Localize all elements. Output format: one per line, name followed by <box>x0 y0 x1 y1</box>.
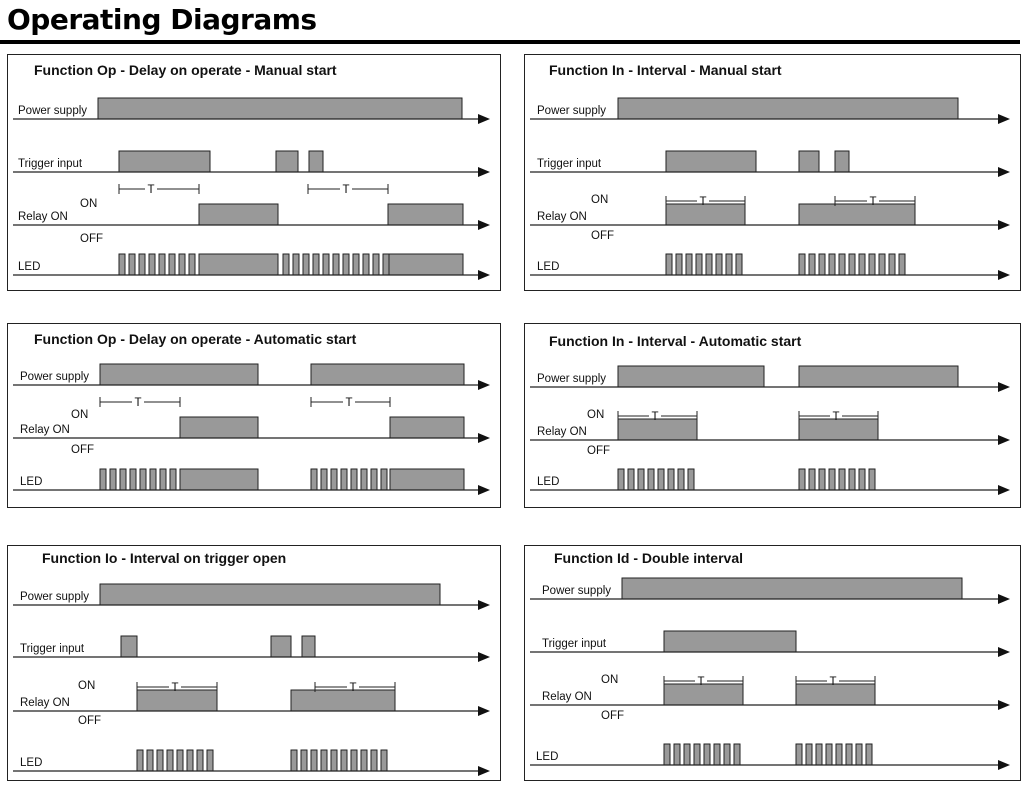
led-blink-pulse <box>668 469 674 490</box>
led-blink-pulse <box>207 750 213 771</box>
signal-row-relay-on <box>13 397 490 456</box>
on-label: ON <box>80 198 98 210</box>
led-blink-pulse <box>293 254 299 275</box>
signal-label: Power supply <box>20 371 90 383</box>
signal-row-relay-on <box>13 184 490 245</box>
signal-high-segment <box>664 631 796 652</box>
interval-t-label: T <box>134 397 142 409</box>
signal-row-power-supply <box>530 366 1010 392</box>
led-blink-pulse <box>726 254 732 275</box>
led-blink-pulse <box>796 744 802 765</box>
led-blink-pulse <box>676 254 682 275</box>
led-blink-pulse <box>149 254 155 275</box>
time-interval-marker <box>308 184 388 196</box>
signal-row-led <box>13 750 490 776</box>
interval-t-label: T <box>869 196 877 208</box>
led-blink-pulse <box>716 254 722 275</box>
time-axis-arrow-icon <box>998 167 1010 177</box>
signal-label: Power supply <box>542 585 612 597</box>
signal-label: Relay ON <box>18 211 68 223</box>
time-interval-marker <box>100 397 180 409</box>
led-blink-pulse <box>879 254 885 275</box>
led-blink-pulse <box>157 750 163 771</box>
led-blink-pulse <box>371 750 377 771</box>
signal-label: Trigger input <box>18 158 83 170</box>
time-axis-arrow-icon <box>478 600 490 610</box>
led-blink-pulse <box>313 254 319 275</box>
title-rule <box>0 40 1020 44</box>
panel-title: Function Op - Delay on operate - Manual start <box>34 62 337 78</box>
time-axis-arrow-icon <box>478 652 490 662</box>
led-blink-pulse <box>859 469 865 490</box>
time-axis-arrow-icon <box>998 647 1010 657</box>
led-blink-pulse <box>120 469 126 490</box>
signal-label: LED <box>20 757 43 769</box>
timing-diagram <box>8 55 502 292</box>
led-blink-pulse <box>799 469 805 490</box>
interval-t-label: T <box>345 397 353 409</box>
off-label: OFF <box>587 445 610 457</box>
on-label: ON <box>591 194 609 206</box>
led-blink-pulse <box>177 750 183 771</box>
page-title: Operating Diagrams <box>7 3 317 36</box>
signal-high-segment <box>100 364 258 385</box>
time-axis-arrow-icon <box>478 220 490 230</box>
on-label: ON <box>71 409 89 421</box>
signal-label: Trigger input <box>20 643 85 655</box>
signal-row-power-supply <box>530 98 1010 124</box>
interval-t-label: T <box>829 676 837 688</box>
signal-high-segment <box>799 204 915 225</box>
timing-diagram <box>8 546 502 782</box>
diagram-panel-id-double <box>524 545 1021 781</box>
led-blink-pulse <box>353 254 359 275</box>
led-blink-pulse <box>167 750 173 771</box>
led-blink-pulse <box>674 744 680 765</box>
interval-t-label: T <box>342 184 350 196</box>
interval-t-label: T <box>651 411 659 423</box>
time-axis-arrow-icon <box>478 433 490 443</box>
off-label: OFF <box>591 230 614 242</box>
led-blink-pulse <box>849 469 855 490</box>
led-blink-pulse <box>351 750 357 771</box>
led-blink-pulse <box>869 469 875 490</box>
diagram-panel-in-auto <box>524 323 1021 508</box>
signal-row-trigger-input <box>530 151 1010 177</box>
led-blink-pulse <box>658 469 664 490</box>
signal-high-segment <box>119 151 210 172</box>
interval-t-label: T <box>349 682 357 694</box>
led-blink-pulse <box>889 254 895 275</box>
signal-high-segment <box>388 204 463 225</box>
signal-label: Power supply <box>537 105 607 117</box>
led-blink-pulse <box>736 254 742 275</box>
time-axis-arrow-icon <box>478 167 490 177</box>
led-blink-pulse <box>363 254 369 275</box>
led-blink-pulse <box>706 254 712 275</box>
led-blink-pulse <box>333 254 339 275</box>
signal-high-segment <box>276 151 298 172</box>
off-label: OFF <box>80 233 103 245</box>
led-blink-pulse <box>648 469 654 490</box>
led-blink-pulse <box>664 744 670 765</box>
interval-t-label: T <box>697 676 705 688</box>
signal-high-segment <box>302 636 315 657</box>
interval-t-label: T <box>147 184 155 196</box>
time-axis-arrow-icon <box>478 114 490 124</box>
led-blink-pulse <box>283 254 289 275</box>
interval-t-label: T <box>832 411 840 423</box>
off-label: OFF <box>78 715 101 727</box>
led-blink-pulse <box>303 254 309 275</box>
diagram-panel-op-manual <box>7 54 501 291</box>
signal-row-relay-on <box>530 674 1010 722</box>
signal-row-power-supply <box>530 578 1010 604</box>
signal-row-led <box>530 254 1010 280</box>
signal-high-segment <box>271 636 291 657</box>
led-blink-pulse <box>816 744 822 765</box>
time-axis-arrow-icon <box>998 594 1010 604</box>
time-axis-arrow-icon <box>478 270 490 280</box>
led-blink-pulse <box>381 469 387 490</box>
panel-title: Function Io - Interval on trigger open <box>42 550 287 566</box>
signal-row-led <box>13 254 490 280</box>
time-axis-arrow-icon <box>998 220 1010 230</box>
time-axis-arrow-icon <box>478 380 490 390</box>
panel-title: Function In - Interval - Manual start <box>549 62 782 78</box>
diagram-panel-in-manual <box>524 54 1021 291</box>
led-blink-pulse <box>383 254 389 275</box>
led-blink-pulse <box>809 469 815 490</box>
signal-label: Power supply <box>537 373 607 385</box>
led-blink-pulse <box>866 744 872 765</box>
led-blink-pulse <box>311 750 317 771</box>
led-blink-pulse <box>809 254 815 275</box>
led-blink-pulse <box>859 254 865 275</box>
led-blink-pulse <box>361 469 367 490</box>
led-blink-pulse <box>159 254 165 275</box>
led-blink-pulse <box>829 254 835 275</box>
timing-diagram <box>525 324 1022 509</box>
led-blink-pulse <box>869 254 875 275</box>
led-blink-pulse <box>140 469 146 490</box>
on-label: ON <box>601 674 619 686</box>
signal-high-segment <box>199 254 278 275</box>
led-blink-pulse <box>189 254 195 275</box>
led-blink-pulse <box>704 744 710 765</box>
led-blink-pulse <box>150 469 156 490</box>
led-blink-pulse <box>714 744 720 765</box>
signal-label: Power supply <box>18 105 88 117</box>
signal-row-power-supply <box>13 584 490 610</box>
on-label: ON <box>78 680 96 692</box>
led-blink-pulse <box>856 744 862 765</box>
led-blink-pulse <box>351 469 357 490</box>
diagram-panel-io-open <box>7 545 501 781</box>
signal-high-segment <box>311 364 464 385</box>
led-blink-pulse <box>839 254 845 275</box>
led-blink-pulse <box>170 469 176 490</box>
led-blink-pulse <box>147 750 153 771</box>
time-axis-arrow-icon <box>998 114 1010 124</box>
time-interval-marker <box>119 184 199 196</box>
led-blink-pulse <box>839 469 845 490</box>
off-label: OFF <box>71 444 94 456</box>
time-axis-arrow-icon <box>478 766 490 776</box>
led-blink-pulse <box>197 750 203 771</box>
led-blink-pulse <box>371 469 377 490</box>
led-blink-pulse <box>100 469 106 490</box>
led-blink-pulse <box>849 254 855 275</box>
signal-label: Trigger input <box>537 158 602 170</box>
signal-high-segment <box>618 366 764 387</box>
led-blink-pulse <box>169 254 175 275</box>
led-blink-pulse <box>618 469 624 490</box>
time-axis-arrow-icon <box>998 700 1010 710</box>
led-blink-pulse <box>819 469 825 490</box>
signal-high-segment <box>121 636 137 657</box>
signal-label: LED <box>536 751 559 763</box>
panel-title: Function In - Interval - Automatic start <box>549 333 802 349</box>
led-blink-pulse <box>119 254 125 275</box>
off-label: OFF <box>601 710 624 722</box>
signal-label: Relay ON <box>537 426 587 438</box>
signal-high-segment <box>180 417 258 438</box>
led-blink-pulse <box>137 750 143 771</box>
signal-label: Relay ON <box>542 691 592 703</box>
on-label: ON <box>587 409 605 421</box>
led-blink-pulse <box>638 469 644 490</box>
signal-high-segment <box>390 417 464 438</box>
led-blink-pulse <box>129 254 135 275</box>
led-blink-pulse <box>179 254 185 275</box>
signal-label: LED <box>537 261 560 273</box>
led-blink-pulse <box>899 254 905 275</box>
panel-title: Function Op - Delay on operate - Automatic start <box>34 331 357 347</box>
led-blink-pulse <box>628 469 634 490</box>
signal-row-led <box>13 469 490 495</box>
time-axis-arrow-icon <box>998 270 1010 280</box>
led-blink-pulse <box>331 750 337 771</box>
signal-high-segment <box>100 584 440 605</box>
led-blink-pulse <box>381 750 387 771</box>
signal-high-segment <box>199 204 278 225</box>
led-blink-pulse <box>291 750 297 771</box>
signal-high-segment <box>291 690 395 711</box>
signal-row-relay-on <box>13 680 490 727</box>
interval-t-label: T <box>699 196 707 208</box>
signal-row-led <box>530 469 1010 495</box>
signal-high-segment <box>799 366 958 387</box>
led-blink-pulse <box>799 254 805 275</box>
led-blink-pulse <box>684 744 690 765</box>
led-blink-pulse <box>826 744 832 765</box>
led-blink-pulse <box>160 469 166 490</box>
timing-diagram <box>525 55 1022 292</box>
led-blink-pulse <box>361 750 367 771</box>
signal-high-segment <box>666 151 756 172</box>
signal-high-segment <box>98 98 462 119</box>
time-axis-arrow-icon <box>998 485 1010 495</box>
time-axis-arrow-icon <box>478 706 490 716</box>
led-blink-pulse <box>734 744 740 765</box>
signal-row-power-supply <box>13 98 490 124</box>
time-interval-marker <box>311 397 390 409</box>
signal-label: Relay ON <box>20 697 70 709</box>
signal-label: Trigger input <box>542 638 607 650</box>
led-blink-pulse <box>694 744 700 765</box>
signal-row-power-supply <box>13 364 490 390</box>
signal-row-relay-on <box>530 194 1010 242</box>
led-blink-pulse <box>724 744 730 765</box>
led-blink-pulse <box>130 469 136 490</box>
interval-t-label: T <box>171 682 179 694</box>
signal-high-segment <box>618 98 958 119</box>
diagram-panel-op-auto <box>7 323 501 508</box>
led-blink-pulse <box>110 469 116 490</box>
signal-row-relay-on <box>530 409 1010 457</box>
signal-row-led <box>530 744 1010 770</box>
led-blink-pulse <box>666 254 672 275</box>
time-axis-arrow-icon <box>998 435 1010 445</box>
signal-row-trigger-input <box>530 631 1010 657</box>
signal-row-trigger-input <box>13 151 490 177</box>
led-blink-pulse <box>829 469 835 490</box>
signal-label: Relay ON <box>20 424 70 436</box>
led-blink-pulse <box>139 254 145 275</box>
timing-diagram <box>525 546 1022 782</box>
led-blink-pulse <box>341 750 347 771</box>
signal-high-segment <box>390 469 464 490</box>
signal-high-segment <box>388 254 463 275</box>
led-blink-pulse <box>819 254 825 275</box>
signal-label: LED <box>537 476 560 488</box>
led-blink-pulse <box>187 750 193 771</box>
led-blink-pulse <box>311 469 317 490</box>
led-blink-pulse <box>301 750 307 771</box>
led-blink-pulse <box>331 469 337 490</box>
signal-high-segment <box>835 151 849 172</box>
signal-high-segment <box>309 151 323 172</box>
led-blink-pulse <box>321 750 327 771</box>
panel-title: Function Id - Double interval <box>554 550 743 566</box>
led-blink-pulse <box>341 469 347 490</box>
led-blink-pulse <box>686 254 692 275</box>
led-blink-pulse <box>836 744 842 765</box>
led-blink-pulse <box>323 254 329 275</box>
signal-label: LED <box>20 476 43 488</box>
led-blink-pulse <box>688 469 694 490</box>
signal-high-segment <box>180 469 258 490</box>
led-blink-pulse <box>678 469 684 490</box>
signal-row-trigger-input <box>13 636 490 662</box>
led-blink-pulse <box>373 254 379 275</box>
signal-label: Power supply <box>20 591 90 603</box>
led-blink-pulse <box>806 744 812 765</box>
led-blink-pulse <box>696 254 702 275</box>
signal-high-segment <box>622 578 962 599</box>
led-blink-pulse <box>846 744 852 765</box>
time-axis-arrow-icon <box>998 382 1010 392</box>
time-axis-arrow-icon <box>478 485 490 495</box>
time-axis-arrow-icon <box>998 760 1010 770</box>
led-blink-pulse <box>343 254 349 275</box>
signal-label: LED <box>18 261 41 273</box>
signal-high-segment <box>799 151 819 172</box>
led-blink-pulse <box>321 469 327 490</box>
signal-label: Relay ON <box>537 211 587 223</box>
timing-diagram <box>8 324 502 509</box>
